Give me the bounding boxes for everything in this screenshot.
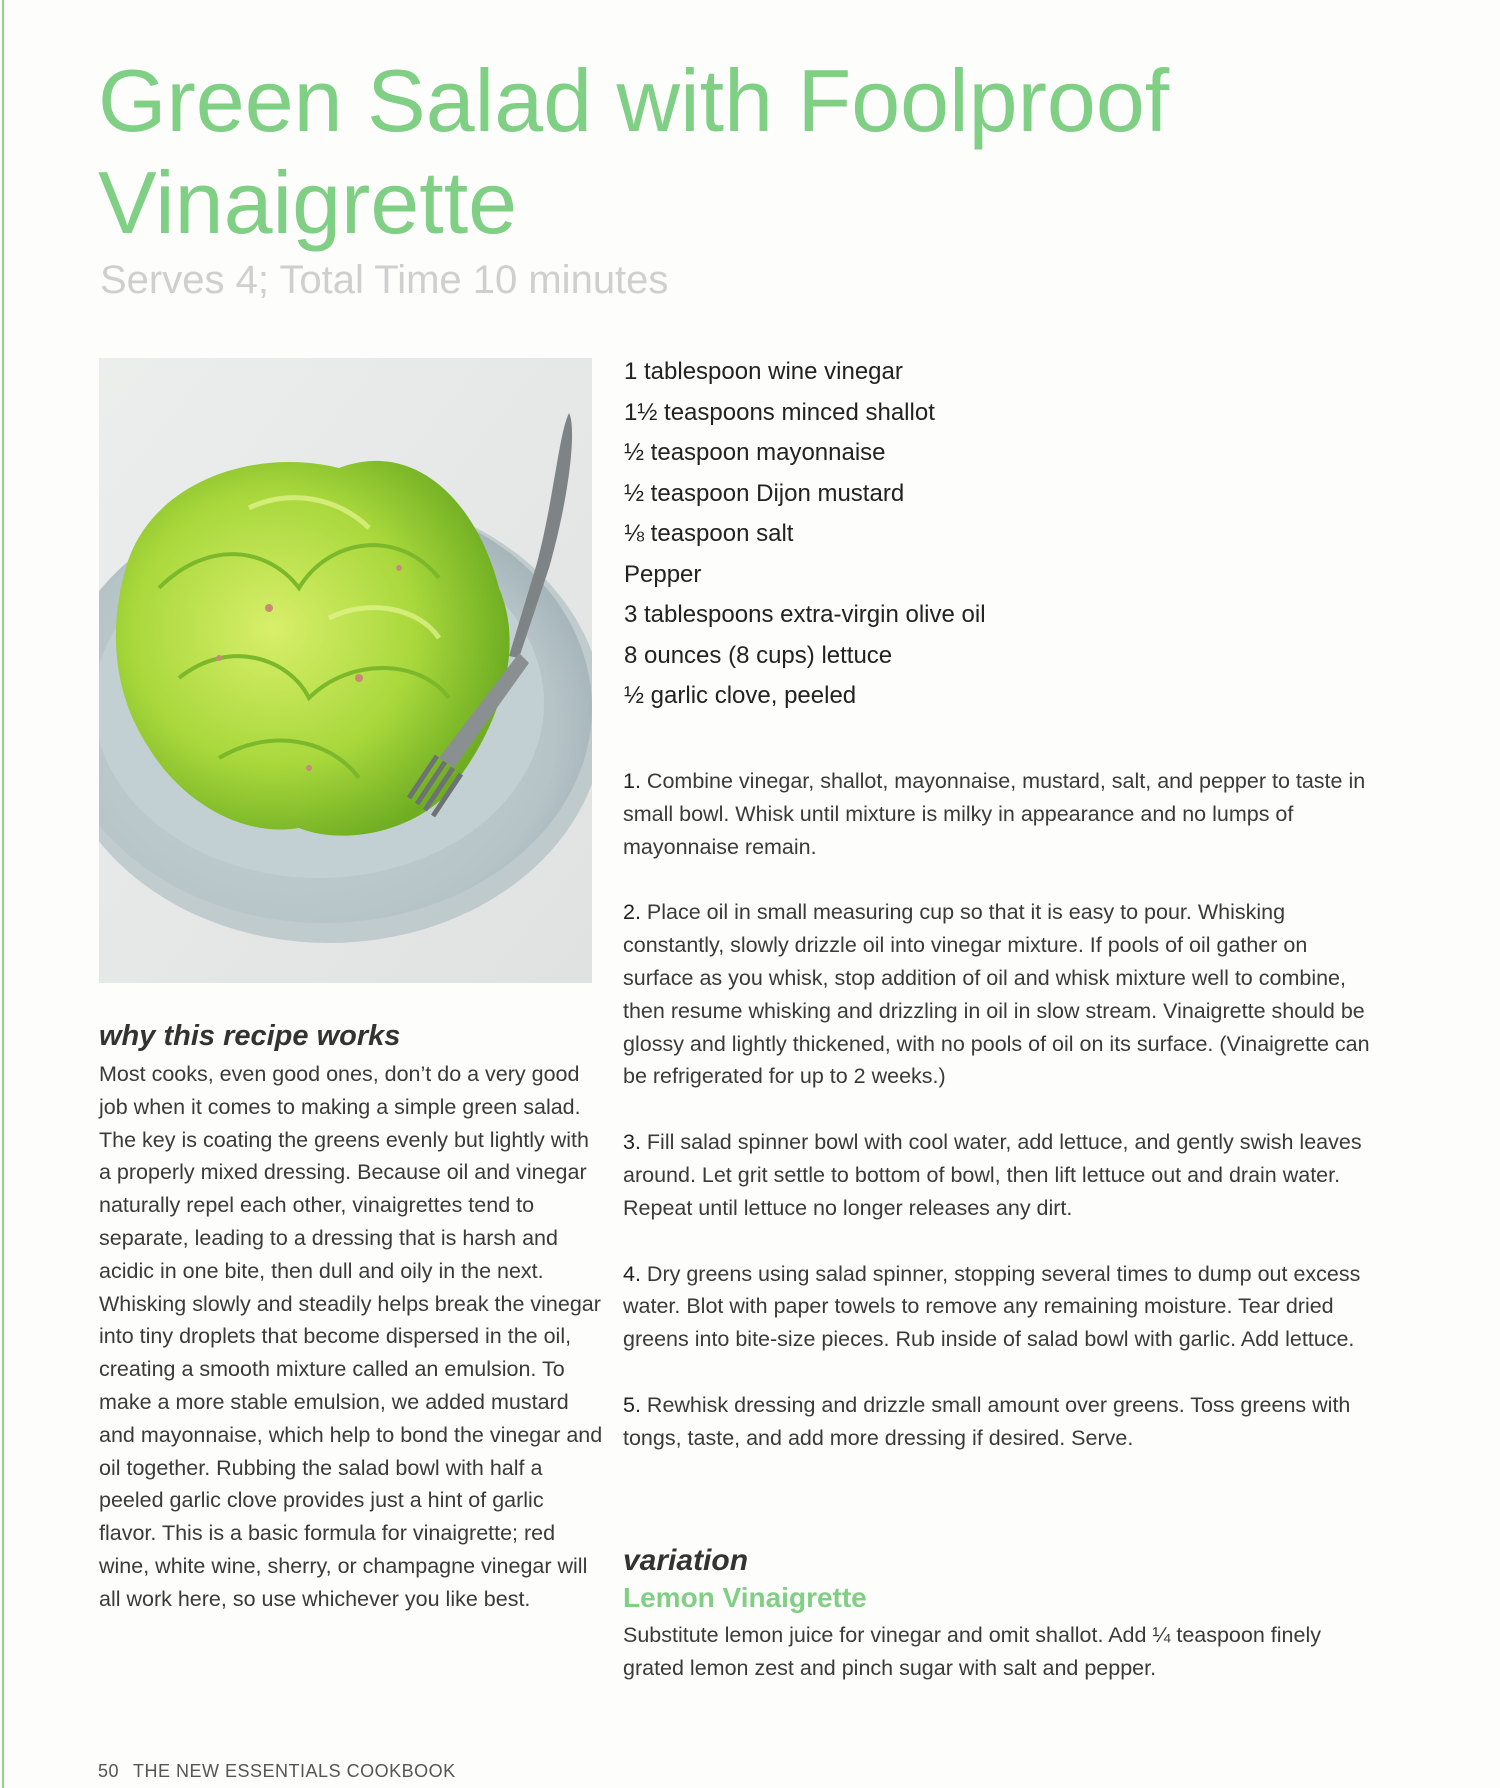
ingredient-item: ½ teaspoon Dijon mustard: [624, 479, 905, 507]
ingredient-item: 3 tablespoons extra-virgin olive oil: [624, 601, 986, 628]
direction-step-1: [623, 765, 1383, 863]
recipe-title-line-1: Green Salad with Foolproof: [98, 51, 1170, 150]
step-text: Fill salad spinner bowl with cool water, add lettuce, and gently swish leaves around. Let grit settle to bottom of bowl, then lift lettuce out and drain water. Repeat until lettuce no longer releases any dirt.: [623, 1130, 1362, 1220]
step-number: 5.: [623, 1392, 641, 1417]
book-title: THE NEW ESSENTIALS COOKBOOK: [133, 1761, 456, 1781]
direction-step-4: [623, 1258, 1383, 1356]
ingredient-item: 8 ounces (8 cups) lettuce: [624, 641, 893, 669]
ingredient-item: ⅛ teaspoon salt: [624, 520, 794, 547]
step-text: Rewhisk dressing and drizzle small amount over greens. Toss greens with tongs, taste, and add more dressing if desired. Serve.: [623, 1392, 1351, 1450]
page-number: 50: [98, 1761, 120, 1781]
ingredient-item: ½ garlic clove, peeled: [624, 682, 857, 709]
direction-step-2: [623, 896, 1383, 1093]
recipe-title-line-2: Vinaigrette: [98, 153, 518, 252]
step-text: Place oil in small measuring cup so that it is easy to pour. Whisking constantly, slowly drizzle oil into vinegar mixture. If pools of oil gather on surface as you whisk, stop addition of oil and whisk mixture well to combine, then resume whisking and drizzling in oil in slow stream. Vinaigrette should be glossy and lightly thickened, with no pools of oil on its surface. (Vinaigrette can be refrigerated for up to 2 weeks.): [623, 900, 1370, 1089]
page-edge-rule: [2, 0, 4, 1788]
ingredient-item: 1 tablespoon wine vinegar: [624, 358, 903, 385]
step-number: 3.: [623, 1130, 641, 1155]
step-number: 2.: [623, 900, 641, 925]
why-text: Most cooks, even good ones, don’t do a very good job when it comes to making a simple green salad. The key is coating the greens evenly but lightly with a properly mixed dressing. Because oil and vinegar naturally repel each other, vinaigrettes tend to separate, leading to a dressing that is harsh and acidic in one bite, then dull and oily in the next. Whisking slowly and steadily helps break the vinegar into tiny droplets that become dispersed in the oil, creating a smooth mixture called an emulsion. To make a more stable emulsion, we added mustard and mayonnaise, which help to bond the vinegar and oil together. Rubbing the salad bowl with half a peeled garlic clove provides just a hint of garlic flavor. This is a basic formula for vinaigrette; red wine, white wine, sherry, or champagne vinegar will all work here, so use whichever you like best.: [99, 1062, 603, 1611]
step-number: 1.: [623, 769, 641, 793]
step-text: Combine vinegar, shallot, mayonnaise, mustard, salt, and pepper to taste in small bowl. Whisk until mixture is milky in appearance and no lumps of mayonnaise remain.: [623, 769, 1366, 859]
step-number: 4.: [623, 1261, 641, 1286]
recipe-subtitle: Serves 4; Total Time 10 minutes: [100, 258, 669, 302]
recipe-title: [98, 50, 1348, 254]
variation-heading: variation: [623, 1544, 749, 1577]
direction-step-3: [623, 1126, 1383, 1224]
step-text: Dry greens using salad spinner, stopping several times to dump out excess water. Blot with paper towels to remove any remaining moisture. Tear dried greens into bite-size pieces. Rub inside of salad bowl with garlic. Add lettuce.: [623, 1261, 1361, 1352]
directions: [623, 765, 1383, 1488]
salad-photo: [99, 358, 592, 983]
ingredient-item: ½ teaspoon mayonnaise: [624, 439, 886, 466]
ingredient-list: [624, 352, 1244, 717]
ingredient-item: 1½ teaspoons minced shallot: [624, 398, 935, 426]
why-heading: why this recipe works: [99, 1020, 401, 1052]
ingredient-item: Pepper: [624, 560, 702, 588]
variation-text: Substitute lemon juice for vinegar and omit shallot. Add ¼ teaspoon finely grated lemon zest and pinch sugar with salt and pepper.: [623, 1623, 1321, 1680]
direction-step-5: [623, 1389, 1383, 1455]
variation-title: Lemon Vinaigrette: [623, 1582, 867, 1613]
page-footer: [98, 1761, 456, 1782]
